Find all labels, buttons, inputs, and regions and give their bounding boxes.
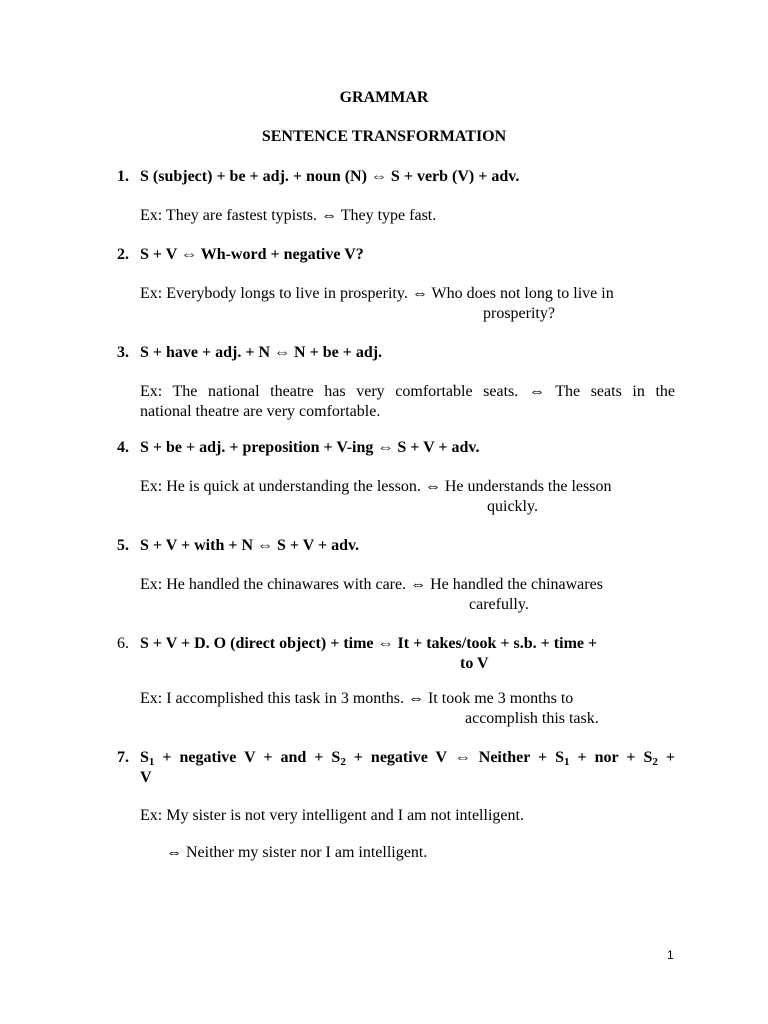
- item-2-rule: S + V ⇔ Wh-word + negative V?: [140, 246, 364, 263]
- item-7-rule-line1: $S_1$ + negative V + and + $S_2$ + negative V ⇔ Neither + $S_1$ + nor + $S_2$ +: [140, 749, 676, 768]
- item-1-number: 1.: [117, 168, 129, 185]
- item-6-example-line1: Ex: I accomplished this task in 3 months. ⇔ It took me 3 months to: [140, 690, 574, 707]
- page-subtitle: SENTENCE TRANSFORMATION: [261, 128, 507, 145]
- item-6-rule-line2: to V: [460, 655, 489, 672]
- item-4-example-line1: Ex: He is quick at understanding the lesson. ⇔ He understands the lesson: [140, 478, 612, 495]
- item-6-example-line2: accomplish this task.: [465, 710, 599, 727]
- item-4-example-line2: quickly.: [487, 498, 538, 515]
- item-5-rule: S + V + with + N ⇔ S + V + adv.: [140, 537, 360, 554]
- item-3-example-line1: Ex: The national theatre has very comfortable seats. ⇔ The seats in the: [140, 383, 675, 400]
- item-1-rule: S (subject) + be + adj. + noun (N) ⇔ S + verb (V) + adv.: [140, 168, 520, 185]
- item-5-example-line2: carefully.: [469, 596, 529, 613]
- item-3-rule: S + have + adj. + N ⇔ N + be + adj.: [140, 344, 383, 361]
- item-3-example-line2: national theatre are very comfortable.: [140, 403, 381, 420]
- item-5-number: 5.: [117, 537, 129, 554]
- item-4-rule: S + be + adj. + preposition + V-ing ⇔ S + V + adv.: [140, 439, 480, 456]
- item-5-example-line1: Ex: He handled the chinawares with care. ⇔ He handled the chinawares: [140, 576, 603, 593]
- item-4-number: 4.: [117, 439, 129, 456]
- item-2-example-line1: Ex: Everybody longs to live in prosperity. ⇔ Who does not long to live in: [140, 285, 614, 302]
- item-1-example: Ex: They are fastest typists. ⇔ They type fast.: [140, 207, 437, 224]
- page-title: GRAMMAR: [339, 89, 429, 106]
- item-7-rule-line2: V: [140, 769, 152, 786]
- item-7-example-line2: ⇔ Neither my sister nor I am intelligent.: [166, 844, 428, 861]
- item-7-number: 7.: [117, 749, 129, 766]
- item-2-number: 2.: [117, 246, 129, 263]
- item-7-example-line1: Ex: My sister is not very intelligent and I am not intelligent.: [140, 807, 524, 824]
- page-number: 1: [667, 948, 674, 962]
- item-3-number: 3.: [117, 344, 129, 361]
- item-6-number: 6.: [117, 635, 129, 652]
- item-6-rule-line1: S + V + D. O (direct object) + time ⇔ It + takes/took + s.b. + time +: [140, 635, 598, 652]
- item-2-example-line2: prosperity?: [483, 305, 555, 322]
